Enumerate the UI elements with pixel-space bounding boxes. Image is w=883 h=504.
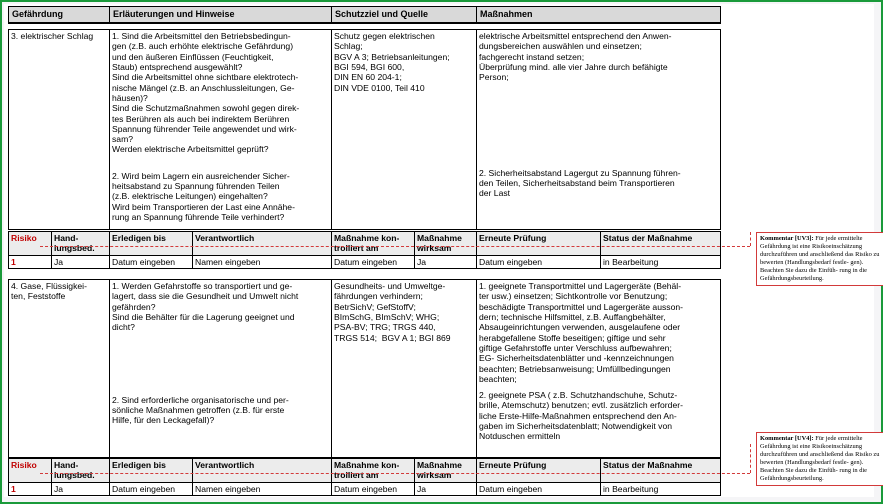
- risk-label: Risiko: [9, 459, 52, 483]
- header-erlaeuterungen: Erläuterungen und Hinweise: [110, 7, 332, 23]
- comment-body: Für jede ermittelte Gefährdung ist eine Risikoeinschätzung durchzuführen und anschließend das Risiko zu bewerten (Handlungsbedarf festle- gen). Beachten Sie dazu die Einfüh- rung in die Gefährdungsbeurteilung.: [760, 235, 880, 282]
- erneute-value[interactable]: Datum eingeben: [477, 256, 601, 269]
- comment-balloon-uv4[interactable]: [756, 432, 883, 486]
- notes-part-2: 2. Sind erforderliche organisatorische und per- sönliche Maßnahmen getroffen (z.B. für erste Hilfe, für den Leckagefall)?: [112, 394, 289, 426]
- handlung-value[interactable]: Ja: [52, 256, 110, 269]
- wirksam-label: Maßnahme wirksam: [415, 459, 477, 483]
- erneute-value[interactable]: Datum eingeben: [477, 483, 601, 496]
- wirksam-label: Maßnahme wirksam: [415, 232, 477, 256]
- handlung-label: Hand- lungsbed.: [52, 459, 110, 483]
- erledigen-value[interactable]: Datum eingeben: [110, 256, 193, 269]
- measures-part-1: elektrische Arbeitsmittel entsprechend den Anwen- dungsbereichen auswählen und einsetzen; fachgerecht instand setzen; Überprüfung mind. alle vier Jahre durch befähigte Person;: [479, 31, 672, 83]
- kontrolliert-label: Maßnahme kon- trolliert am: [332, 459, 415, 483]
- measures-part-1: 1. geeignete Transportmittel und Lagergeräte (Behäl- ter usw.) einsetzen; Sichtkontrolle vor Benutzung; beschädigte Transportmittel und Lagergeräte ausson- dern; technische Hilfsmittel, z.B. Auffangbehälter, Absaugeinrichtungen verwenden, ausgelaufene oder herabgefallene Stoffe beseitigen; giftige und sehr giftige Gefahrstoffe unter Verschluss aufbewahren; EG- Sicherheitsdatenblätter und -kennzeichnungen beachten; Betriebsanweisung; Umfüllbedingungen beachten;: [479, 281, 683, 384]
- document-page: [4, 4, 880, 497]
- comment-title: Kommentar [UV3]:: [760, 235, 814, 242]
- section-gases-liquids: [8, 279, 721, 458]
- verantwortlich-label: Verantwortlich: [193, 459, 332, 483]
- kontrolliert-label: Maßnahme kon- trolliert am: [332, 232, 415, 256]
- handlung-label: Hand- lungsbed.: [52, 232, 110, 256]
- goal-cell: Schutz gegen elektrischen Schlag; BGV A 3; Betriebsanleitungen; BGI 594, BGI 600, DIN EN 60 204-1; DIN VDE 0100, Teil 410: [332, 30, 477, 230]
- header-gefaehrdung: Gefährdung: [9, 7, 110, 23]
- comment-balloon-uv3[interactable]: [756, 232, 883, 286]
- header-massnahmen: Maßnahmen: [477, 7, 721, 23]
- verantwortlich-label: Verantwortlich: [193, 232, 332, 256]
- erledigen-label: Erledigen bis: [110, 459, 193, 483]
- erledigen-label: Erledigen bis: [110, 232, 193, 256]
- measures-cell: [477, 280, 721, 458]
- section-electric-shock: [8, 29, 721, 230]
- risk-table-2: [8, 458, 721, 496]
- erneute-label: Erneute Prüfung: [477, 459, 601, 483]
- risk-label: Risiko: [9, 232, 52, 256]
- erledigen-value[interactable]: Datum eingeben: [110, 483, 193, 496]
- status-value[interactable]: in Bearbeitung: [601, 256, 721, 269]
- measures-part-2: 2. Sicherheitsabstand Lagergut zu Spannung führen- den Teilen, Sicherheitsabstand beim Transportieren der Last: [479, 167, 681, 199]
- verantwortlich-value[interactable]: Namen eingeben: [193, 483, 332, 496]
- wirksam-value[interactable]: Ja: [415, 256, 477, 269]
- comment-connector-1: [40, 246, 750, 247]
- risk-value[interactable]: 1: [9, 483, 52, 496]
- verantwortlich-value[interactable]: Namen eingeben: [193, 256, 332, 269]
- notes-part-1: 1. Werden Gefahrstoffe so transportiert und ge- lagert, dass sie die Gesundheit und Umwelt nicht gefährden? Sind die Behälter für die Lagerung geeignet und dicht?: [112, 281, 299, 333]
- measures-part-2: 2. geeignete PSA ( z.B. Schutzhandschuhe, Schutz- brille, Atemschutz) benutzen; evtl. zusätzlich erforder- liche Erste-Hilfe-Maßnahmen entsprechend den An- gaben im Sicherheitsdatenblatt; Notwendigkeit von Notduschen ermitteln: [479, 390, 683, 442]
- notes-cell: [110, 280, 332, 458]
- measures-cell: [477, 30, 721, 230]
- status-value[interactable]: in Bearbeitung: [601, 483, 721, 496]
- kontrolliert-value[interactable]: Datum eingeben: [332, 483, 415, 496]
- comment-connector-2: [40, 473, 750, 474]
- handlung-value[interactable]: Ja: [52, 483, 110, 496]
- wirksam-value[interactable]: Ja: [415, 483, 477, 496]
- risk-value[interactable]: 1: [9, 256, 52, 269]
- comment-connector-2-vertical: [750, 444, 751, 473]
- comment-title: Kommentar [UV4]:: [760, 435, 814, 442]
- header-schutzziel: Schutzziel und Quelle: [332, 7, 477, 23]
- column-header-table: [8, 6, 721, 24]
- comment-body: Für jede ermittelte Gefährdung ist eine Risikoeinschätzung durchzuführen und anschließend das Risiko zu bewerten (Handlungsbedarf festle- gen). Beachten Sie dazu die Einfüh- rung in die Gefährdungsbeurteilung.: [760, 435, 880, 482]
- risk-table-1: [8, 231, 721, 269]
- comment-connector-1-vertical: [750, 232, 751, 246]
- goal-cell: Gesundheits- und Umweltge- fährdungen verhindern; BetrSichV; GefStoffV; BImSchG, BImSchV; WHG; PSA-BV; TRG; TRGS 440, TRGS 514; BGV A 1; BGI 869: [332, 280, 477, 458]
- notes-part-1: 1. Sind die Arbeitsmittel den Betriebsbedingun- gen (z.B. auch erhöhte elektrische Gefährdung) und den äußeren Einflüssen (Feuchtigkeit, Staub) entsprechend ausgewählt? Sind die Arbeitsmittel ohne sichtbare elektrotech- nische Mängel (z.B. an Anschlussleitungen, Ge- häusen)? Sind die Schutzmaßnahmen sowohl gegen direk- tes Berühren als auch bei indirektem Berühren Spannung führender Teile angewendet und wirk- sam? Werden elektrische Arbeitsmittel geprüft?: [112, 31, 300, 155]
- erneute-label: Erneute Prüfung: [477, 232, 601, 256]
- status-label: Status der Maßnahme: [601, 459, 721, 483]
- kontrolliert-value[interactable]: Datum eingeben: [332, 256, 415, 269]
- status-label: Status der Maßnahme: [601, 232, 721, 256]
- hazard-cell: 4. Gase, Flüssigkei- ten, Feststoffe: [9, 280, 110, 458]
- hazard-cell: 3. elektrischer Schlag: [9, 30, 110, 230]
- notes-cell: [110, 30, 332, 230]
- notes-part-2: 2. Wird beim Lagern ein ausreichender Sicher- heitsabstand zu Spannung führenden Teilen (z.B. elektrische Leitungen) eingehalten? Wird beim Transportieren der Last eine Annähe- rung an Spannung führende Teile verhindert?: [112, 170, 295, 222]
